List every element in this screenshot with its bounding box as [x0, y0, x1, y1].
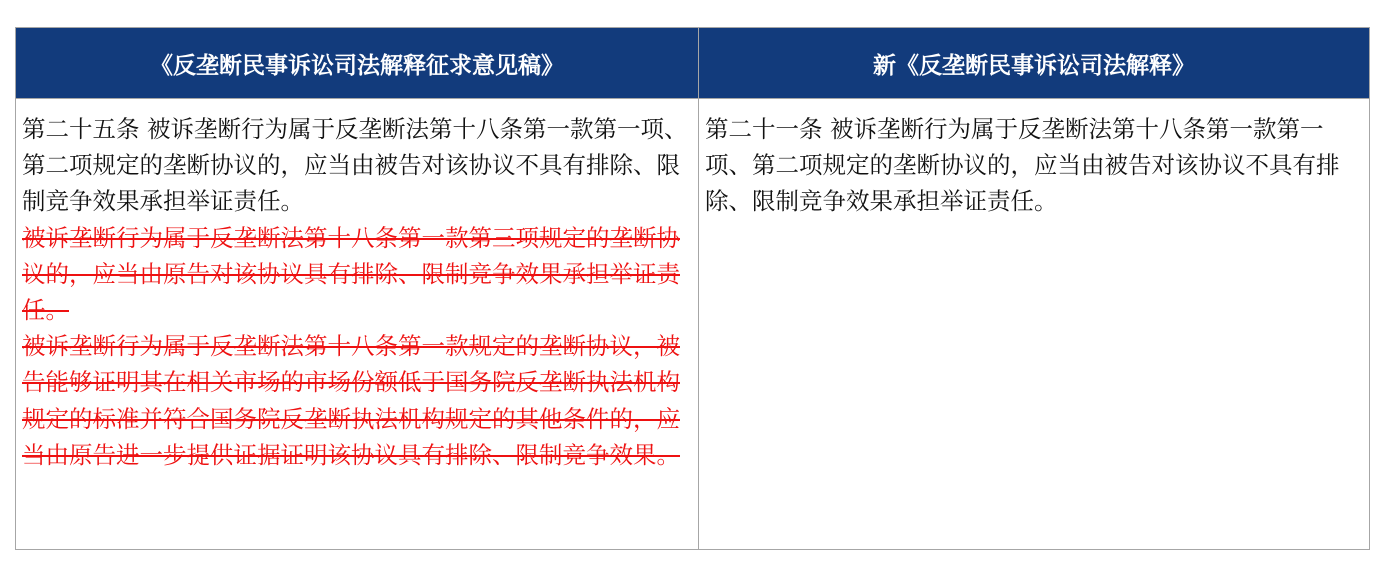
old-draft-cell — [16, 99, 699, 550]
header-row — [16, 28, 1370, 99]
header-new-interpretation: 新《反垄断民事诉讼司法解释》 — [699, 28, 1370, 99]
header-old-draft: 《反垄断民事诉讼司法解释征求意见稿》 — [16, 28, 699, 99]
new-interpretation-cell — [699, 99, 1370, 550]
content-row — [16, 99, 1370, 550]
old-article-25-text: 第二十五条 被诉垄断行为属于反垄断法第十八条第一款第一项、第二项规定的垄断协议的，应当由被告对该协议不具有排除、限制竞争效果承担举证责任。 — [22, 115, 688, 216]
deleted-paragraph-1: 被诉垄断行为属于反垄断法第十八条第一款第三项规定的垄断协议的，应当由原告对该协议具有排除、限制竞争效果承担举证责任。 — [22, 223, 680, 325]
comparison-table — [15, 27, 1370, 550]
new-article-21-text: 第二十一条 被诉垄断行为属于反垄断法第十八条第一款第一项、第二项规定的垄断协议的，应当由被告对该协议不具有排除、限制竞争效果承担举证责任。 — [705, 115, 1340, 216]
deleted-paragraph-2: 被诉垄断行为属于反垄断法第十八条第一款规定的垄断协议，被告能够证明其在相关市场的市场份额低于国务院反垄断执法机构规定的标准并符合国务院反垄断执法机构规定的其他条件的，应当由原告进一步提供证据证明该协议具有排除、限制竞争效果。 — [22, 332, 680, 469]
